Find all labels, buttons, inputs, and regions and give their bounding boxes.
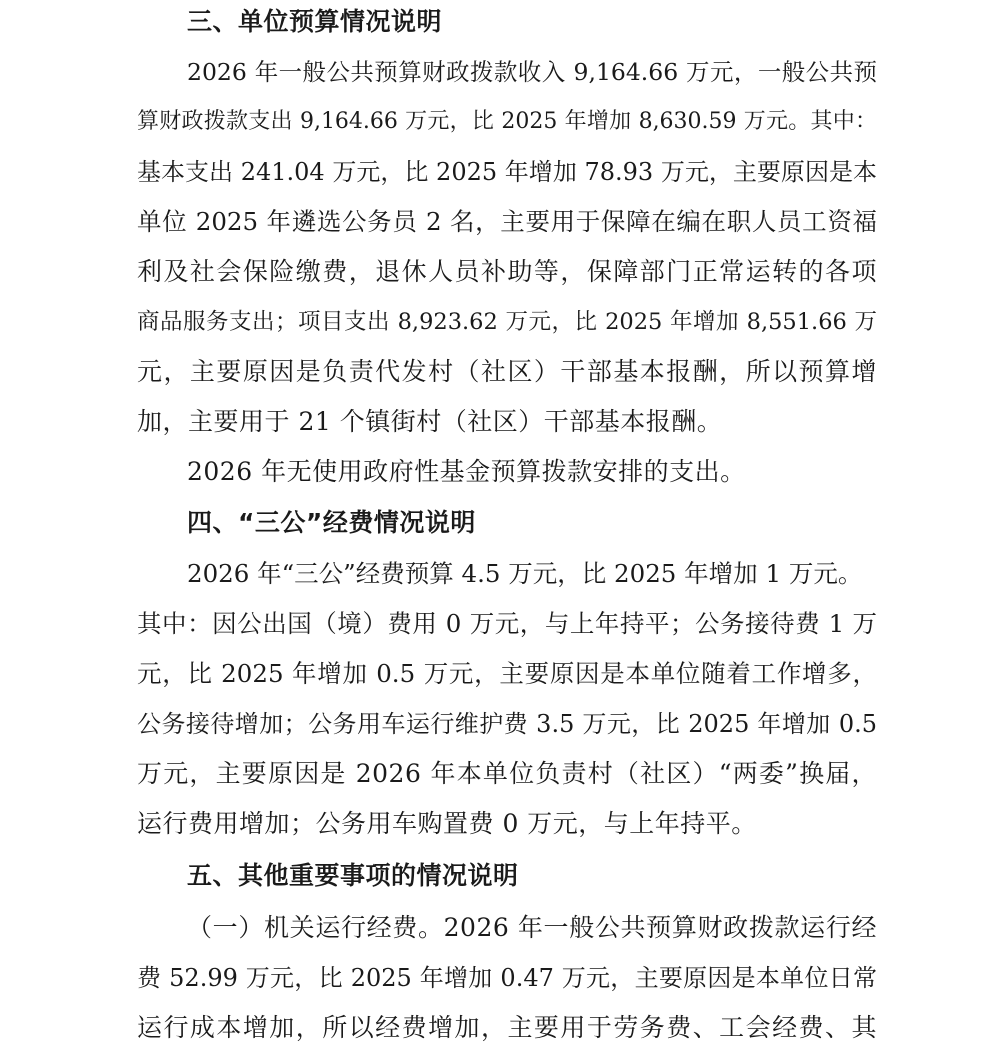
paragraph-line: 2026 年无使用政府性基金预算拨款安排的支出。	[187, 457, 746, 486]
paragraph-line: 商品服务支出；项目支出 8,923.62 万元，比 2025 年增加 8,551.66 万	[137, 309, 877, 335]
paragraph-line: 运行成本增加，所以经费增加，主要用于劳务费、工会经费、其	[137, 1013, 877, 1042]
paragraph-line: 其中：因公出国（境）费用 0 万元，与上年持平；公务接待费 1 万	[137, 609, 877, 638]
paragraph-line: 元，主要原因是负责代发村（社区）干部基本报酬，所以预算增	[137, 357, 877, 386]
paragraph-line: 2026 年“三公”经费预算 4.5 万元，比 2025 年增加 1 万元。	[187, 559, 863, 588]
paragraph-line: （一）机关运行经费。2026 年一般公共预算财政拨款运行经	[187, 913, 877, 942]
paragraph-line: 运行费用增加；公务用车购置费 0 万元，与上年持平。	[137, 809, 757, 838]
paragraph-line: 利及社会保险缴费，退休人员补助等，保障部门正常运转的各项	[137, 257, 877, 286]
paragraph-line: 费 52.99 万元，比 2025 年增加 0.47 万元，主要原因是本单位日常	[137, 964, 877, 992]
paragraph-line: 元，比 2025 年增加 0.5 万元，主要原因是本单位随着工作增多，	[137, 659, 877, 688]
paragraph-line: 基本支出 241.04 万元，比 2025 年增加 78.93 万元，主要原因是本	[137, 158, 877, 186]
paragraph-line: 单位 2025 年遴选公务员 2 名，主要用于保障在编在职人员工资福	[137, 207, 877, 236]
section-heading: 五、其他重要事项的情况说明	[187, 861, 519, 890]
paragraph-line: 加，主要用于 21 个镇街村（社区）干部基本报酬。	[137, 407, 723, 436]
section-heading: 四、“三公”经费情况说明	[187, 508, 476, 537]
paragraph-line: 公务接待增加；公务用车运行维护费 3.5 万元，比 2025 年增加 0.5	[137, 710, 877, 738]
section-heading: 三、单位预算情况说明	[187, 7, 443, 36]
paragraph-line: 2026 年一般公共预算财政拨款收入 9,164.66 万元，一般公共预	[187, 58, 877, 86]
paragraph-line: 算财政拨款支出 9,164.66 万元，比 2025 年增加 8,630.59 万元。其中：	[137, 109, 877, 134]
paragraph-line: 万元，主要原因是 2026 年本单位负责村（社区）“两委”换届，	[137, 759, 877, 788]
